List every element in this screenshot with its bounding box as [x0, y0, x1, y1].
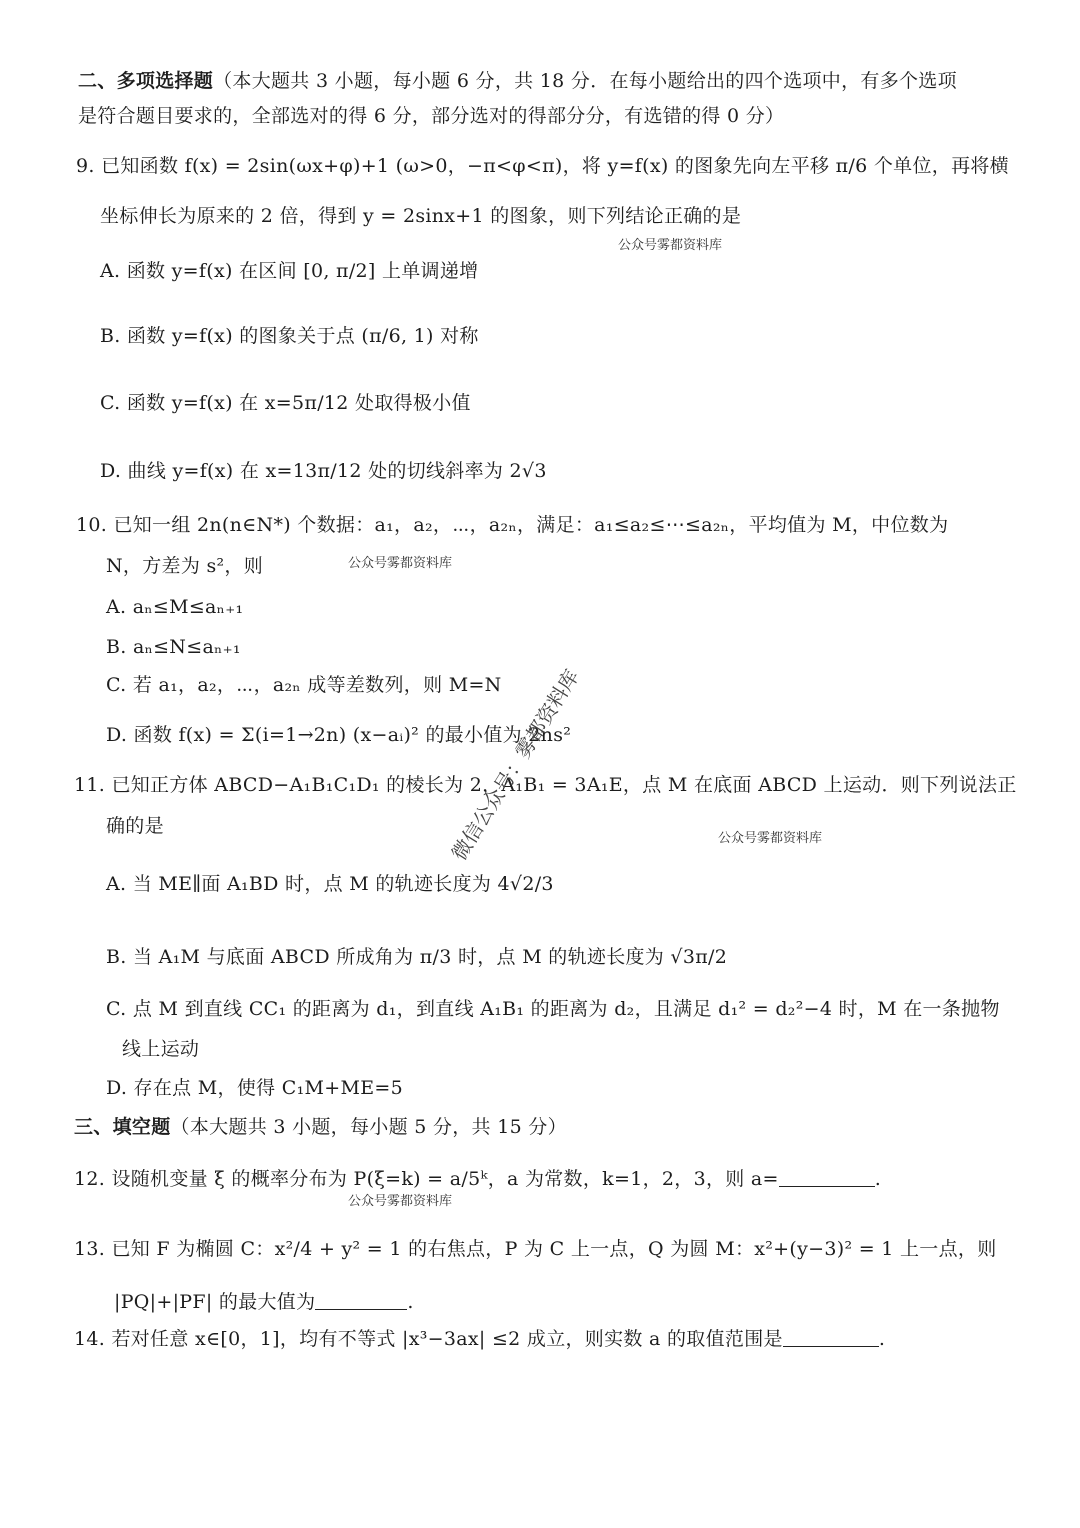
q10-option-d: D. 函数 f(x) = Σ(i=1→2n) (x−aᵢ)² 的最小值为 2ns² [106, 724, 572, 746]
q11-option-c-line2: 线上运动 [122, 1038, 200, 1060]
q13-stem-line1: 13. 已知 F 为椭圆 C：x²/4 + y² = 1 的右焦点，P 为 C 上一点，Q 为圆 M：x²+(y−3)² = 1 上一点，则 [74, 1238, 997, 1260]
q13-text: |PQ|+|PF| 的最大值为 [114, 1291, 316, 1313]
q9-option-a: A. 函数 y=f(x) 在区间 [0, π/2] 上单调递增 [100, 260, 479, 282]
q9-option-c: C. 函数 y=f(x) 在 x=5π/12 处取得极小值 [100, 392, 471, 414]
q9-option-d: D. 曲线 y=f(x) 在 x=13π/12 处的切线斜率为 2√3 [100, 460, 547, 482]
section-2-header [78, 68, 957, 94]
q12-text: 12. 设随机变量 ξ 的概率分布为 P(ξ=k) = a/5ᵏ，a 为常数，k=1，2，3，则 a= [74, 1168, 779, 1190]
q11-option-c-line1: C. 点 M 到直线 CC₁ 的距离为 d₁，到直线 A₁B₁ 的距离为 d₂，且满足 d₁² = d₂²−4 时，M 在一条抛物 [106, 998, 1000, 1020]
q12-answer-blank[interactable] [779, 1166, 875, 1187]
q11-option-d: D. 存在点 M，使得 C₁M+ME=5 [106, 1077, 404, 1099]
q13-stem-line2 [114, 1289, 414, 1315]
section-2-note-line2: 是符合题目要求的，全部选对的得 6 分，部分选对的得部分分，有选错的得 0 分） [78, 105, 785, 127]
section-3-header [74, 1114, 567, 1140]
watermark-4: 公众号雾都资料库 [348, 1194, 453, 1209]
watermark-3: 公众号雾都资料库 [718, 831, 823, 846]
q11-stem-line2: 确的是 [106, 815, 164, 837]
q14-stem [74, 1326, 885, 1352]
q14-answer-blank[interactable] [783, 1326, 879, 1347]
q12-end: . [874, 1168, 882, 1190]
section-2-title: 二、多项选择题 [78, 70, 214, 92]
watermark-2: 公众号雾都资料库 [348, 556, 453, 571]
q10-option-b: B. aₙ≤N≤aₙ₊₁ [106, 636, 241, 658]
q9-option-b: B. 函数 y=f(x) 的图象关于点 (π/6, 1) 对称 [100, 325, 479, 347]
q12-stem [74, 1166, 881, 1192]
q13-end: . [407, 1291, 414, 1313]
q10-stem-line1: 10. 已知一组 2n(n∈N*) 个数据：a₁，a₂，⋯，a₂ₙ，满足：a₁≤a₂≤⋯≤a₂ₙ，平均值为 M，中位数为 [76, 514, 949, 536]
q14-end: . [878, 1328, 886, 1350]
q11-stem-line1: 11. 已知正方体 ABCD−A₁B₁C₁D₁ 的棱长为 2，A₁B₁ = 3A₁E，点 M 在底面 ABCD 上运动．则下列说法正 [74, 774, 1017, 796]
q13-answer-blank[interactable] [315, 1289, 407, 1310]
section-3-title: 三、填空题 [74, 1116, 171, 1138]
q11-option-b: B. 当 A₁M 与底面 ABCD 所成角为 π/3 时，点 M 的轨迹长度为 √3π/2 [106, 946, 728, 968]
q10-option-c: C. 若 a₁，a₂，⋯，a₂ₙ 成等差数列，则 M=N [106, 674, 502, 696]
section-2-note-line1: （本大题共 3 小题，每小题 6 分，共 18 分．在每小题给出的四个选项中，有多个选项 [213, 70, 957, 92]
q11-option-a: A. 当 ME∥面 A₁BD 时，点 M 的轨迹长度为 4√2/3 [106, 873, 554, 895]
section-3-note: （本大题共 3 小题，每小题 5 分，共 15 分） [170, 1116, 567, 1138]
q9-stem-line1: 9. 已知函数 f(x) = 2sin(ωx+φ)+1 (ω>0，−π<φ<π)，将 y=f(x) 的图象先向左平移 π/6 个单位，再将横 [76, 155, 1009, 177]
q10-stem-line2: N，方差为 s²，则 [106, 555, 264, 577]
watermark-1: 公众号雾都资料库 [618, 238, 723, 253]
q9-stem-line2: 坐标伸长为原来的 2 倍，得到 y = 2sinx+1 的图象，则下列结论正确的是 [100, 205, 742, 227]
q10-option-a: A. aₙ≤M≤aₙ₊₁ [106, 596, 244, 618]
watermark-diagonal: 微信公众号：雾都资料库 [446, 665, 584, 865]
q14-text: 14. 若对任意 x∈[0，1]，均有不等式 |x³−3ax| ≤2 成立，则实数 a 的取值范围是 [74, 1328, 783, 1350]
